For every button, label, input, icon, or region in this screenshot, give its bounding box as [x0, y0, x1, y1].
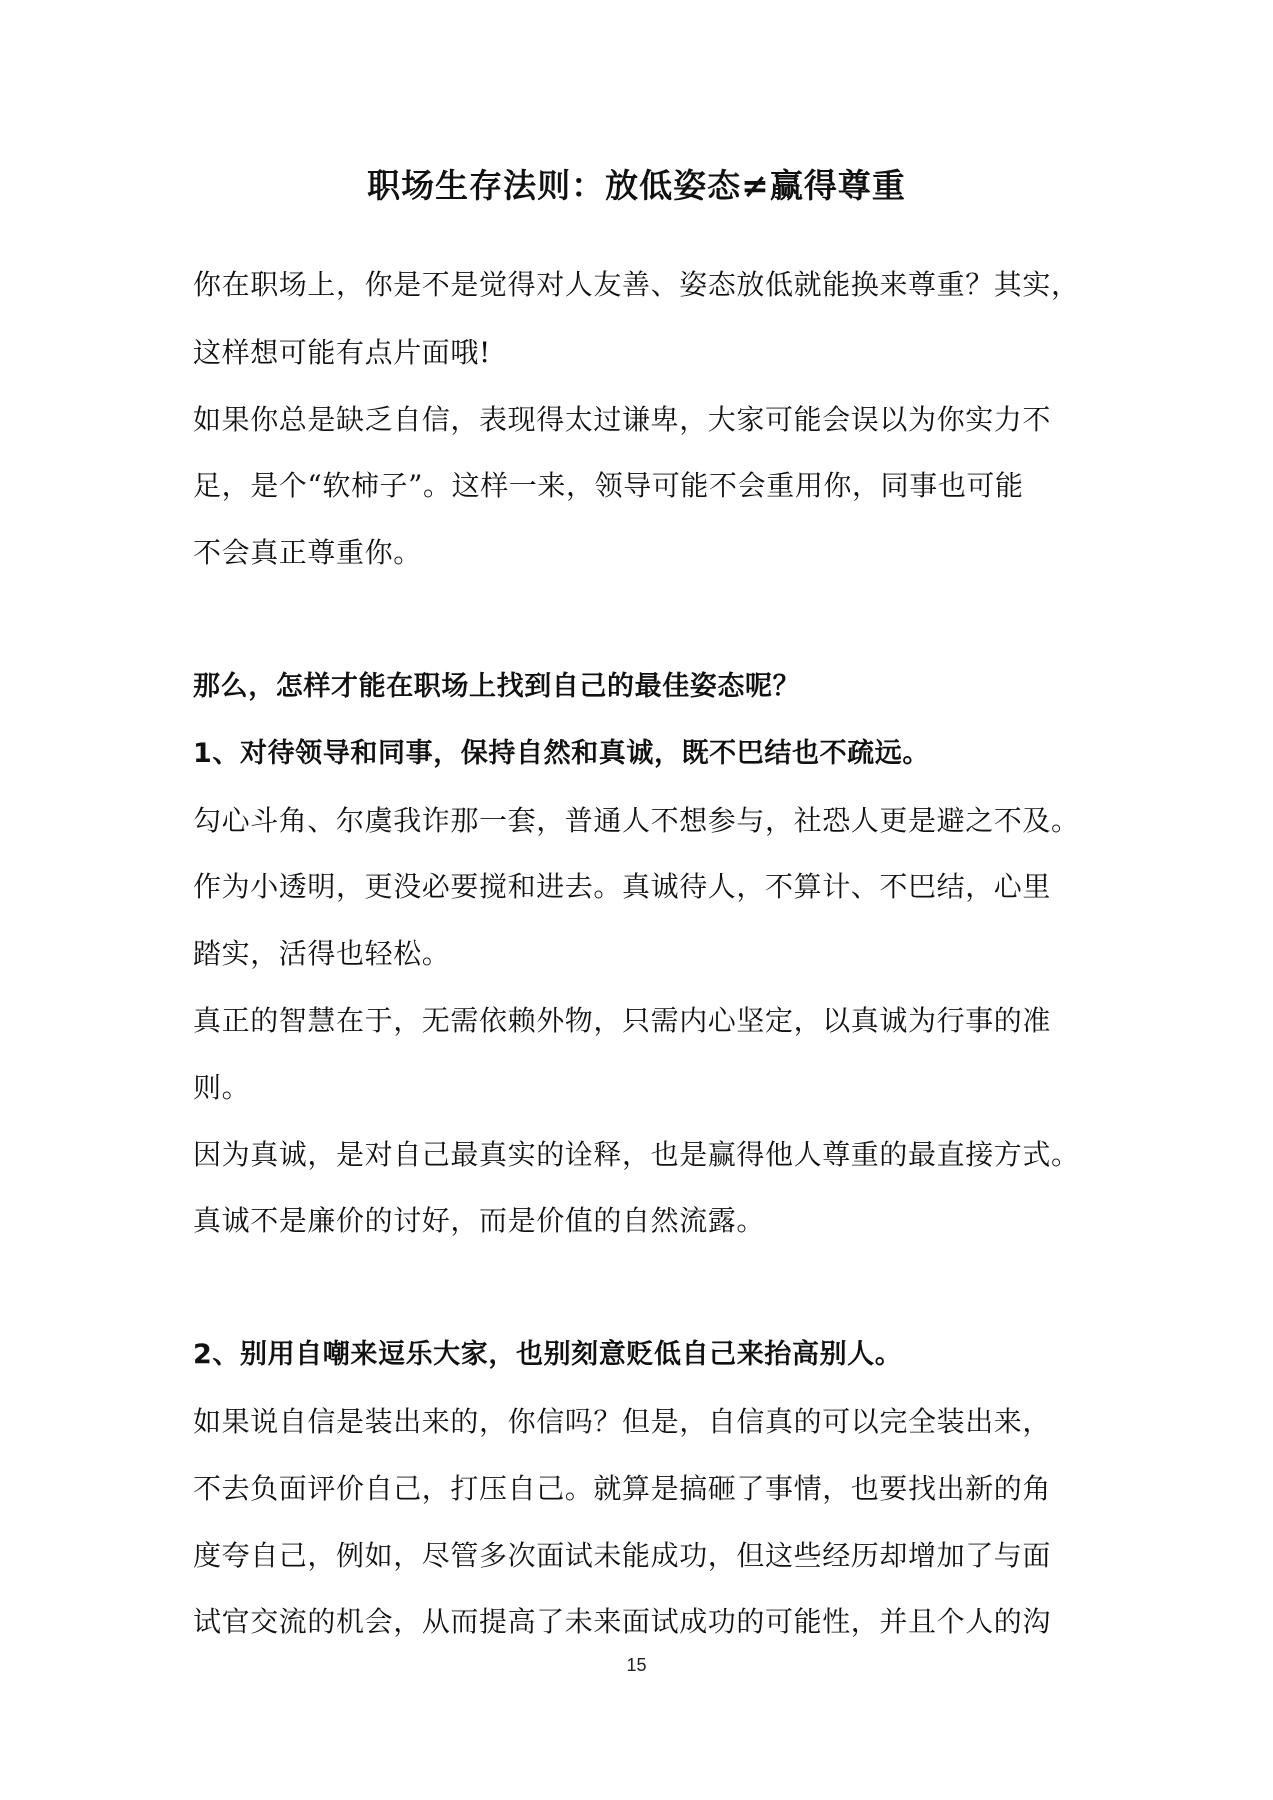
- section-1-line-4: 真正的智慧在于，无需依赖外物，只需内心坚定，以真诚为行事的准: [193, 1004, 1052, 1037]
- document-title: 职场生存法则：放低姿态≠赢得尊重: [367, 166, 906, 205]
- section-1-heading: 1、对待领导和同事，保持自然和真诚，既不巴结也不疏远。: [193, 738, 930, 769]
- section-1-line-2: 作为小透明，更没必要搅和进去。真诚待人，不算计、不巴结，心里: [193, 870, 1052, 903]
- intro-line-1: 你在职场上，你是不是觉得对人友善、姿态放低就能换来尊重？其实，: [193, 268, 1080, 301]
- intro-line-2: 这样想可能有点片面哦!: [193, 336, 491, 369]
- section-2-heading: 2、别用自嘲来逗乐大家，也别刻意贬低自己来抬高别人。: [193, 1339, 903, 1370]
- section-1-line-1: 勾心斗角、尔虞我诈那一套，普通人不想参与，社恐人更是避之不及。: [193, 804, 1080, 837]
- section-1-line-5: 则。: [193, 1071, 251, 1104]
- section-1-line-6: 因为真诚，是对自己最真实的诠释，也是赢得他人尊重的最直接方式。: [193, 1138, 1080, 1171]
- section-2-line-3: 度夸自己，例如，尽管多次面试未能成功，但这些经历却增加了与面: [193, 1539, 1052, 1572]
- page-number: 15: [626, 1655, 647, 1675]
- intro-line-4: 足，是个“软柿子”。这样一来，领导可能不会重用你，同事也可能: [193, 469, 1024, 502]
- section-2-line-2: 不去负面评价自己，打压自己。就算是搞砸了事情，也要找出新的角: [193, 1472, 1052, 1505]
- section-question-heading: 那么，怎样才能在职场上找到自己的最佳姿态呢？: [193, 671, 801, 702]
- section-1-line-7: 真诚不是廉价的讨好，而是价值的自然流露。: [193, 1204, 766, 1237]
- intro-line-5: 不会真正尊重你。: [193, 536, 422, 569]
- section-2-line-1: 如果说自信是装出来的，你信吗？但是，自信真的可以完全装出来，: [193, 1405, 1052, 1438]
- section-2-line-4: 试官交流的机会，从而提高了未来面试成功的可能性，并且个人的沟: [193, 1605, 1052, 1638]
- intro-line-3: 如果你总是缺乏自信，表现得太过谦卑，大家可能会误以为你实力不: [193, 403, 1052, 436]
- section-1-line-3: 踏实，活得也轻松。: [193, 937, 451, 970]
